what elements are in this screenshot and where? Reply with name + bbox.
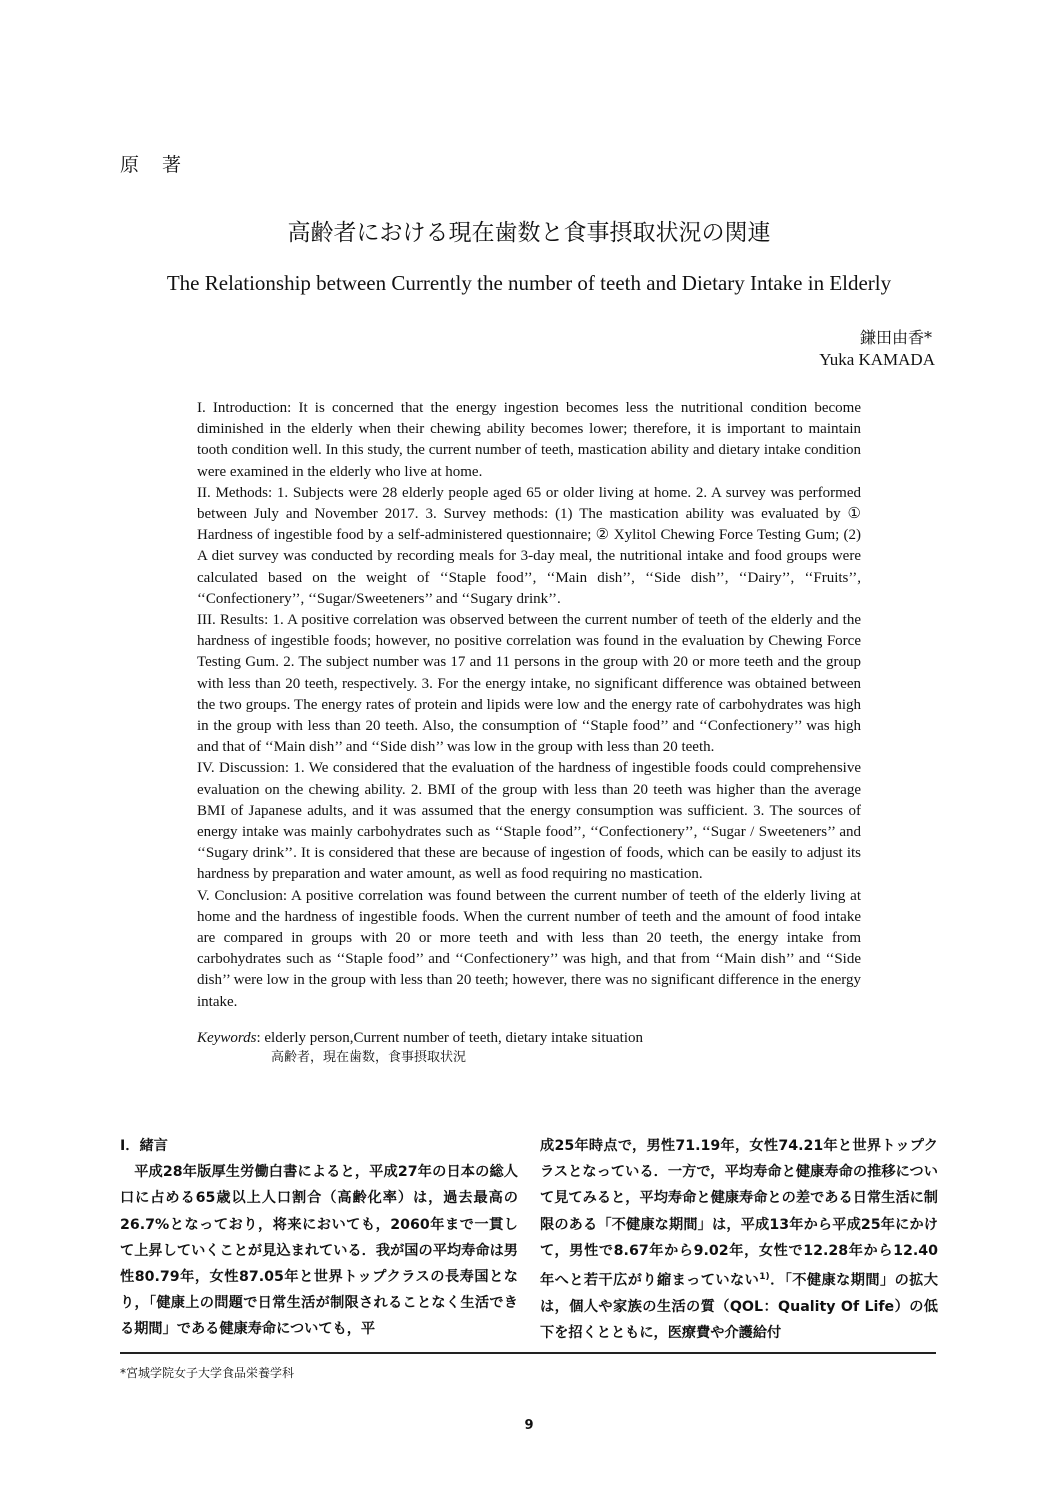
abstract-methods: II. Methods: 1. Subjects were 28 elderly people aged 65 or older living at home. 2. A survey was performed between July and November 2017. 3. Survey methods: (1) The mastication ability was evaluated by ① Hardness of ingestible food by a self-administered questionnaire; ② Xylitol Chewing Force Testing Gum; (2) A diet survey was conducted by recording meals for 3-day meal, the nutritional intake and food groups were calculated based on the weight of ‘‘Staple food’’, ‘‘Main dish’’, ‘‘Side dish’’, ‘‘Dairy’’, ‘‘Fruits’’, ‘‘Confectionery’’, ‘‘Sugar/Sweeteners’’ and ‘‘Sugary drink’’. [197,484,861,607]
keywords-japanese: 高齢者，現在歯数，食事摂取状況 [271,1050,467,1065]
abstract-results: III. Results: 1. A positive correlation was observed between the current number of teeth of the elderly and the hardness of ingestible foods; however, no positive correlation was found in the evaluation by Chewing Force Testing Gum. 2. The subject number was 17 and 11 persons in the group with 20 or more teeth and the group with less than 20 teeth, respectively. 3. For the energy intake, no significant difference was obtained between the two groups. The energy rates of protein and lipids were low and the energy rate of carbohydrates was high in the group with less than 20 teeth. Also, the consumption of ‘‘Staple food’’ and ‘‘Confectionery’’ was high and that of ‘‘Main dish’’ and ‘‘Side dish’’ was low in the group with less than 20 teeth. [197,612,861,756]
body-paragraph-left: 平成28年版厚生労働白書によると，平成27年の日本の総人口に占める65歳以上人口割合（高齢化率）は，過去最高の26.7%となっており，将来においても，2060年まで一貫して上昇していくことが見込まれている．我が国の平均寿命は男性80.79年，女性87.05年と世界トップクラスの長寿国となり，「健康上の問題で日常生活が制限されることなく生活できる期間」である健康寿命についても，平 [120,1164,518,1338]
abstract-discussion: IV. Discussion: 1. We considered that the evaluation of the hardness of ingestible foods could comprehensive evaluation on the chewing ability. 2. BMI of the group with less than 20 teeth was higher than the average BMI of Japanese adults, and it was assumed that the energy consumption was sufficient. 3. The sources of energy intake was mainly carbohydrates such as ‘‘Staple food’’, ‘‘Confectionery’’, ‘‘Sugar / Sweeteners’’ and ‘‘Sugary drink’’. It is considered that these are because of ingestion of foods, which can be easily to adjust its hardness by preparation and water amount, as well as food requiring no mastication. [197,760,861,883]
footnote-divider [120,1352,936,1354]
abstract [197,398,861,1013]
footnote-affiliation: *宮城学院女子大学食品栄養学科 [120,1366,295,1380]
page-number: 9 [524,1418,534,1433]
body-column-right [540,1133,938,1346]
keywords-english: : elderly person,Current number of teeth, dietary intake situation [256,1030,644,1046]
citation-superscript: 1) [759,1272,770,1283]
keywords-label: Keywords [197,1030,257,1046]
keywords [197,1028,643,1068]
author-english: Yuka KAMADA [819,350,935,369]
keywords-english-line [197,1028,643,1048]
abstract-introduction: I. Introduction: It is concerned that the energy ingestion becomes less the nutritional condition become diminished in the elderly when their chewing ability becomes lower; therefore, it is important to maintain tooth condition well. In this study, the current number of teeth, mastication ability and dietary intake condition were examined in the elderly who live at home. [197,400,861,480]
section-heading-introduction: Ⅰ．緒言 [120,1138,168,1154]
body-text-right-2: ．「不健康な期間」の拡大は，個人や家族の生活の質（QOL：Quality Of Life）の低下を招くとともに，医療費や介護給付 [540,1272,938,1342]
body-paragraph-right [540,1133,938,1346]
author-japanese: 鎌田由香* [859,328,932,347]
body-text-right-1: 成25年時点で，男性71.19年，女性74.21年と世界トップクラスとなっている．一方で，平均寿命と健康寿命の推移について見てみると，平均寿命と健康寿命との差である日常生活に制限のある「不健康な期間」は，平成13年から平成25年にかけて，男性で8.67年から9.02年，女性で12.28年から12.40年へと若干広がり縮まっていない [540,1138,938,1289]
section-label: 原 著 [120,154,184,176]
title-english: The Relationship between Currently the number of teeth and Dietary Intake in Elderly [166,271,892,295]
title-japanese: 高齢者における現在歯数と食事摂取状況の関連 [287,220,771,246]
body-column-left [120,1133,518,1343]
abstract-conclusion: V. Conclusion: A positive correlation was found between the current number of teeth of the elderly living at home and the hardness of ingestible foods. When the current number of teeth and the amount of food intake are compared in groups with 20 or more teeth and with less than 20 teeth, the energy intake from carbohydrates such as ‘‘Staple food’’ and ‘‘Confectionery’’ was high, and that from ‘‘Main dish’’ and ‘‘Side dish’’ were low in the group with less than 20 teeth; however, there was no significant difference in the energy intake. [197,887,861,1010]
